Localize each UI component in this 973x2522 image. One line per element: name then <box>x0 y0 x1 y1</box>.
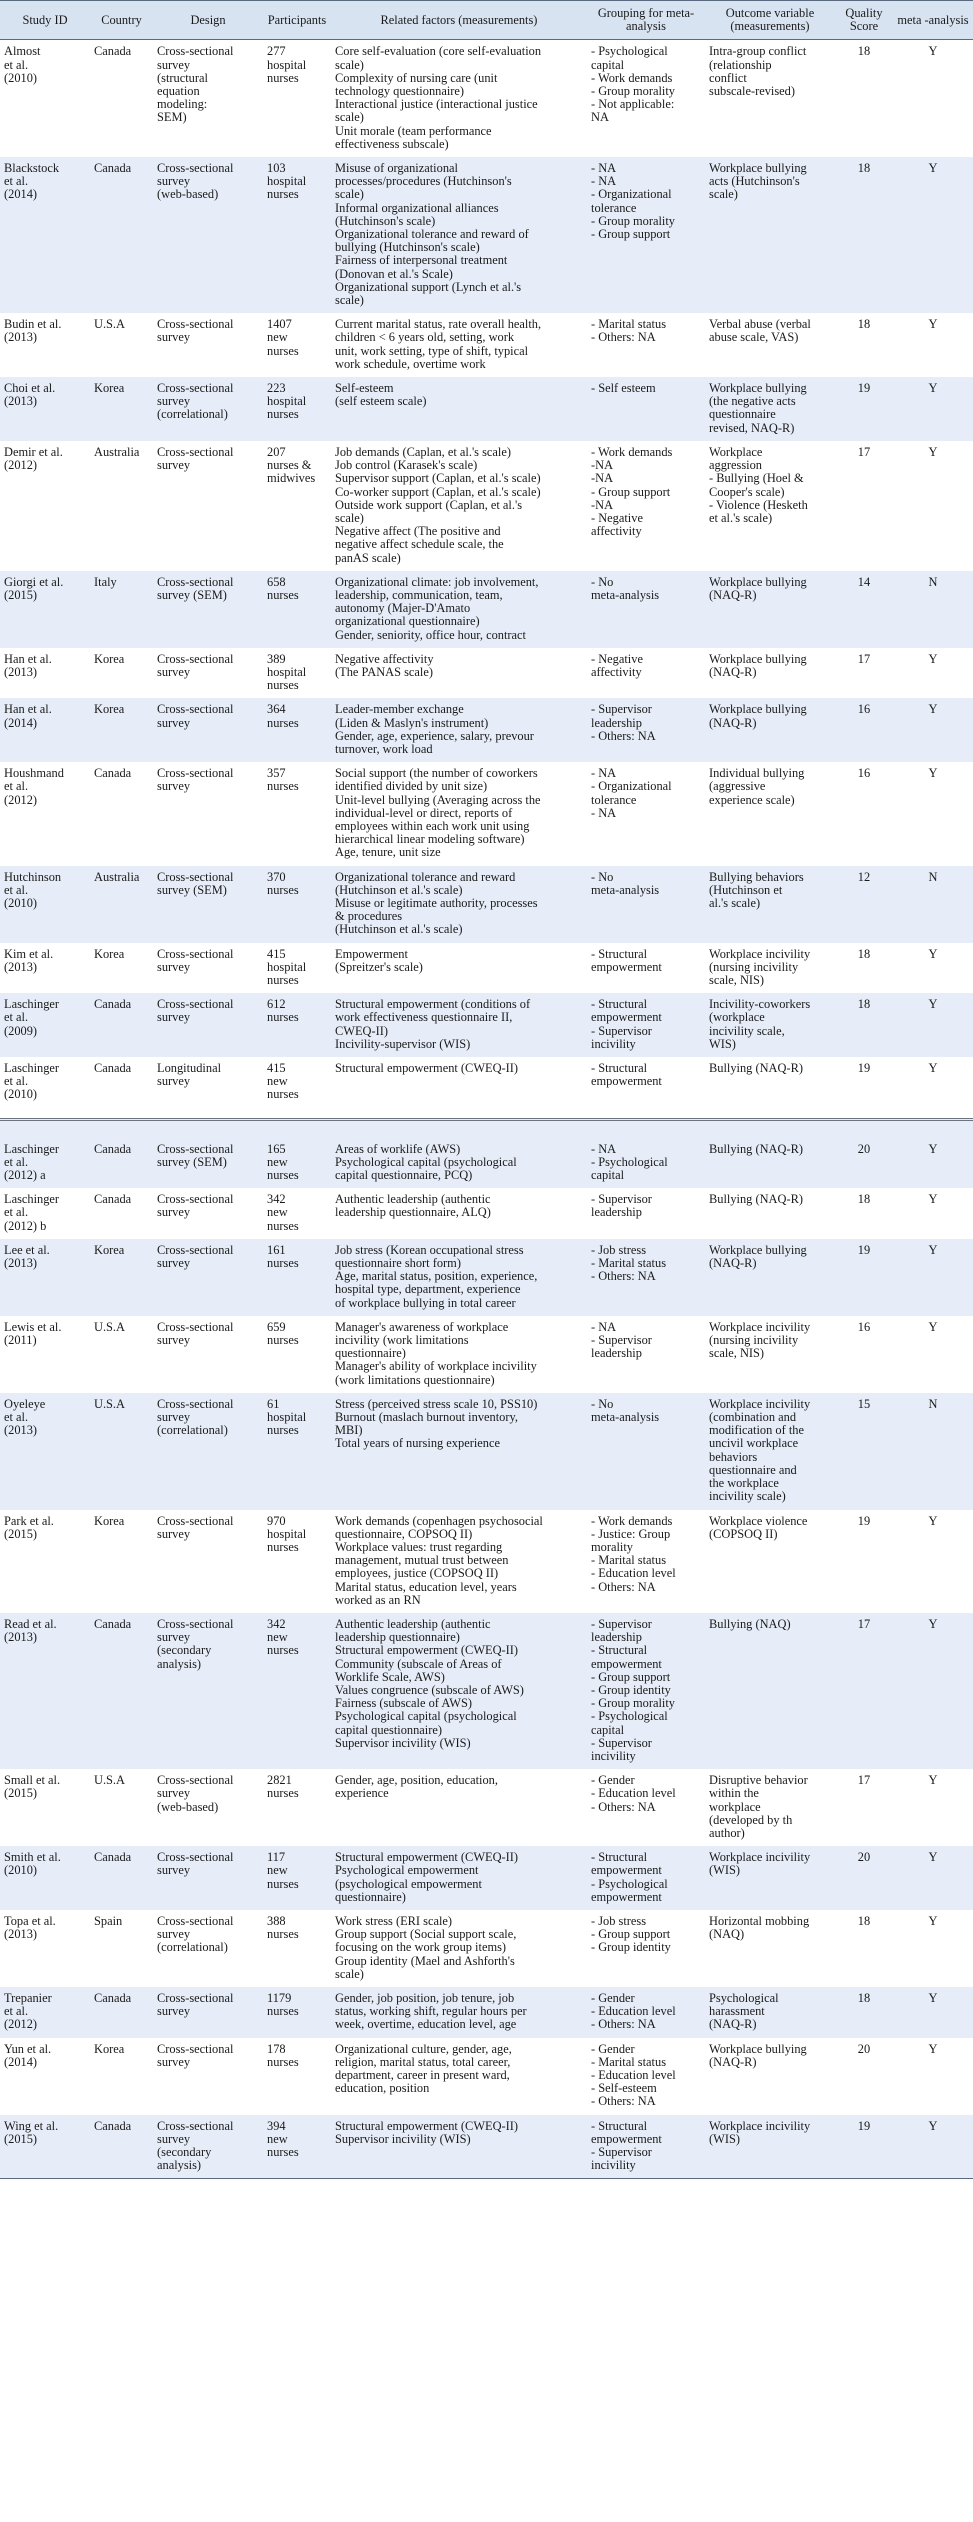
participants-cell: 1407 new nurses <box>267 317 299 358</box>
study-id-cell: Blackstock et al. (2014) <box>0 157 90 313</box>
participants-cell: 970 hospital nurses <box>267 1513 307 1554</box>
header-participants: Participants <box>263 1 331 40</box>
participants-cell: 342 new nurses <box>263 1613 331 1769</box>
study-id-cell: Houshmand et al. (2012) <box>4 766 64 807</box>
country-cell: U.S.A <box>94 1319 125 1334</box>
related-factors-cell: Job demands (Caplan, et al.'s scale) Job control (Karasek's scale) Supervisor support (Caplan, et al.'s scale) Co-worker support (Caplan, et al.'s scale) Outside work support (Caplan, et al.'s scale) Negative affect (The positive and negative affect schedule scale, the panAS scale) <box>335 444 541 565</box>
grouping-cell: - No meta-analysis <box>587 1393 705 1510</box>
study-id-cell: Giorgi et al. (2015) <box>0 571 90 648</box>
study-id-cell: Demir et al. (2012) <box>4 444 63 473</box>
outcome-cell: Verbal abuse (verbal abuse scale, VAS) <box>709 317 811 345</box>
meta-analysis-cell: Y <box>928 1192 938 1207</box>
design-cell: Cross-sectional survey (correlational) <box>157 1913 234 1955</box>
outcome-cell: Workplace bullying (NAQ-R) <box>709 2041 807 2069</box>
study-id-cell: Han et al. (2013) <box>4 651 52 679</box>
related-factors-cell: Organizational culture, gender, age, religion, marital status, total career, department, career in present ward, education, position <box>335 2041 512 2096</box>
participants-cell: 2821 nurses <box>267 1773 299 1801</box>
quality-score-cell: 18 <box>835 1987 893 2038</box>
participants-cell: 1179 nurses <box>263 1987 331 2038</box>
country-cell: Korea <box>94 651 125 666</box>
design-cell: Cross-sectional survey <box>153 698 263 762</box>
participants-cell: 165 new nurses <box>263 1119 331 1188</box>
quality-score-cell: 17 <box>857 444 871 459</box>
outcome-cell: Workplace bullying (NAQ-R) <box>705 571 835 648</box>
related-factors-cell: Authentic leadership (authentic leadership questionnaire) Structural empowerment (CWEQ-II) Community (subscale of Areas of Worklife Scale, AWS) Values congruence (subscale of AWS) Fairness (subscale of AWS) Psychological capital (psychological capital questionnaire) Supervisor incivility (WIS) <box>331 1613 587 1769</box>
country-cell: Korea <box>94 1513 125 1528</box>
quality-score-cell: 19 <box>857 1513 871 1528</box>
country-cell: Canada <box>90 1987 153 2038</box>
country-cell: Australia <box>94 444 140 459</box>
design-cell: Cross-sectional survey (secondary analysis) <box>153 1613 263 1769</box>
table-row <box>0 40 973 157</box>
table-row <box>0 1510 973 1613</box>
quality-score-cell: 18 <box>857 317 871 332</box>
meta-analysis-cell: Y <box>893 2115 973 2179</box>
meta-analysis-cell: Y <box>928 1319 938 1334</box>
participants-cell: 388 nurses <box>267 1913 299 1942</box>
grouping-cell: - Self esteem <box>587 377 705 441</box>
participants-cell: 659 nurses <box>267 1319 299 1348</box>
meta-analysis-cell: N <box>893 866 973 943</box>
design-cell: Cross-sectional survey <box>153 1239 263 1316</box>
table-row <box>0 2038 973 2115</box>
grouping-cell: - Supervisor leadership - Structural empowerment - Group support - Group identity - Group morality - Psychological capital - Supervisor incivility <box>587 1613 705 1769</box>
outcome-cell: Workplace incivility (WIS) <box>705 2115 835 2179</box>
quality-score-cell: 12 <box>835 866 893 943</box>
outcome-cell: Bullying behaviors (Hutchinson et al.'s scale) <box>705 866 835 943</box>
grouping-cell: - No meta-analysis <box>587 571 705 648</box>
related-factors-cell: Empowerment (Spreitzer's scale) <box>335 946 423 974</box>
outcome-cell: Workplace violence (COPSOQ II) <box>709 1513 808 1541</box>
grouping-cell: - Structural empowerment - Supervisor incivility <box>587 2115 705 2179</box>
header-study-id: Study ID <box>0 1 90 40</box>
quality-score-cell: 17 <box>857 1773 871 1788</box>
grouping-cell: - Work demands -NA -NA - Group support -NA - Negative affectivity <box>591 444 673 539</box>
grouping-cell: - Negative affectivity <box>591 651 643 679</box>
design-cell: Cross-sectional survey <box>157 1192 234 1220</box>
meta-analysis-cell: Y <box>928 1513 938 1528</box>
meta-analysis-cell: Y <box>928 651 938 666</box>
table-row <box>0 441 973 571</box>
meta-analysis-cell: N <box>893 1393 973 1510</box>
study-id-cell: Laschinger et al. (2010) <box>4 1061 60 1102</box>
outcome-cell: Psychological harassment (NAQ-R) <box>705 1987 835 2038</box>
participants-cell: 357 nurses <box>267 766 299 794</box>
grouping-cell: - NA - Organizational tolerance - NA <box>591 766 672 820</box>
related-factors-cell: Gender, age, position, education, experience <box>335 1773 498 1801</box>
participants-cell: 415 hospital nurses <box>267 946 307 987</box>
header-country: Country <box>90 1 153 40</box>
grouping-cell: - Structural empowerment <box>591 946 662 974</box>
header-meta-analysis: meta -analysis <box>893 1 973 40</box>
related-factors-cell: Structural empowerment (CWEQ-II) Psychological empowerment (psychological empowerment questionnaire) <box>331 1846 587 1910</box>
quality-score-cell: 17 <box>835 1613 893 1769</box>
grouping-cell: - Psychological capital - Work demands - Group morality - Not applicable: NA <box>591 44 675 125</box>
outcome-cell: Bullying (NAQ) <box>705 1613 835 1769</box>
outcome-cell: Incivility-coworkers (workplace incivility scale, WIS) <box>705 993 835 1057</box>
grouping-cell: - Job stress - Marital status - Others: NA <box>587 1239 705 1316</box>
country-cell: Korea <box>90 698 153 762</box>
table-row <box>0 943 973 994</box>
quality-score-cell: 18 <box>857 1913 871 1928</box>
design-cell: Cross-sectional survey (SEM) <box>153 1119 263 1188</box>
grouping-cell: - Job stress - Group support - Group identity <box>591 1913 671 1955</box>
design-cell: Cross-sectional survey (web-based) <box>153 157 263 313</box>
study-id-cell: Yun et al. (2014) <box>4 2041 52 2069</box>
related-factors-cell: Stress (perceived stress scale 10, PSS10) Burnout (maslach burnout inventory, MBI) Total years of nursing experience <box>331 1393 587 1510</box>
grouping-cell: - Structural empowerment - Supervisor incivility <box>587 993 705 1057</box>
meta-analysis-cell: Y <box>893 1846 973 1910</box>
participants-cell: 389 hospital nurses <box>267 651 307 693</box>
participants-cell: 612 nurses <box>263 993 331 1057</box>
related-factors-cell: Authentic leadership (authentic leadership questionnaire, ALQ) <box>335 1192 491 1220</box>
grouping-cell: - Structural empowerment - Psychological empowerment <box>587 1846 705 1910</box>
related-factors-cell: Organizational tolerance and reward (Hutchinson et al.'s scale) Misuse or legitimate authority, processes & procedures (Hutchinson et al.'s scale) <box>331 866 587 943</box>
meta-analysis-cell: Y <box>928 444 938 459</box>
study-id-cell: Small et al. (2015) <box>4 1773 61 1801</box>
design-cell: Cross-sectional survey <box>153 1987 263 2038</box>
page-break-line <box>0 1108 973 1120</box>
study-id-cell: Kim et al. (2013) <box>4 946 54 974</box>
design-cell: Cross-sectional survey <box>157 2041 234 2069</box>
header-related-factors: Related factors (measurements) <box>331 1 587 40</box>
outcome-cell: Workplace incivility (nursing incivility scale, NIS) <box>709 946 811 987</box>
table-row <box>0 648 973 699</box>
study-id-cell: Lee et al. (2013) <box>0 1239 90 1316</box>
participants-cell: 658 nurses <box>263 571 331 648</box>
page-break-divider <box>0 1108 973 1120</box>
table-row <box>0 1613 973 1769</box>
country-cell: Canada <box>94 44 132 59</box>
design-cell: Cross-sectional survey <box>157 946 234 974</box>
participants-cell: 103 hospital nurses <box>263 157 331 313</box>
related-factors-cell: Work stress (ERI scale) Group support (Social support scale, focusing on the work group items) Group identity (Mael and Ashforth's scale) <box>335 1913 517 1981</box>
table-row <box>0 2115 973 2179</box>
table-row <box>0 762 973 865</box>
quality-score-cell: 20 <box>835 1846 893 1910</box>
related-factors-cell: Negative affectivity (The PANAS scale) <box>335 651 434 679</box>
quality-score-cell: 15 <box>835 1393 893 1510</box>
table-row <box>0 866 973 943</box>
quality-score-cell: 20 <box>835 1119 893 1188</box>
country-cell: U.S.A <box>90 1393 153 1510</box>
participants-cell: 394 new nurses <box>263 2115 331 2179</box>
grouping-cell: - Structural empowerment <box>591 1061 662 1089</box>
outcome-cell: Workplace bullying (NAQ-R) <box>705 1239 835 1316</box>
meta-analysis-cell: Y <box>928 946 938 961</box>
design-cell: Cross-sectional survey <box>157 651 234 679</box>
country-cell: U.S.A <box>94 317 125 332</box>
related-factors-cell: Self-esteem (self esteem scale) <box>331 377 587 441</box>
outcome-cell: Individual bullying (aggressive experience scale) <box>709 766 805 807</box>
participants-cell: 370 nurses <box>263 866 331 943</box>
table-row <box>0 1987 973 2038</box>
country-cell: Spain <box>94 1913 123 1928</box>
study-id-cell: Park et al. (2015) <box>4 1513 54 1541</box>
outcome-cell: Workplace bullying (NAQ-R) <box>705 698 835 762</box>
meta-analysis-cell: Y <box>893 1613 973 1769</box>
related-factors-cell: Gender, job position, job tenure, job status, working shift, regular hours per week, overtime, education level, age <box>331 1987 587 2038</box>
grouping-cell: - No meta-analysis <box>587 866 705 943</box>
quality-score-cell: 16 <box>857 766 871 781</box>
related-factors-cell: Areas of worklife (AWS) Psychological capital (psychological capital questionnaire, PCQ) <box>331 1119 587 1188</box>
outcome-cell: Bullying (NAQ-R) <box>705 1119 835 1188</box>
related-factors-cell: Core self-evaluation (core self-evaluation scale) Complexity of nursing care (unit technology questionnaire) Interactional justice (interactional justice scale) Unit morale (team performance effectiveness subscale) <box>335 44 542 151</box>
participants-cell: 207 nurses & midwives <box>267 444 316 486</box>
participants-cell: 161 nurses <box>263 1239 331 1316</box>
header-outcome-variable: Outcome variable (measurements) <box>705 1 835 40</box>
quality-score-cell: 18 <box>835 993 893 1057</box>
country-cell: Canada <box>90 1119 153 1188</box>
meta-analysis-cell: Y <box>928 2041 938 2056</box>
table-row <box>0 313 973 377</box>
design-cell: Cross-sectional survey (SEM) <box>153 866 263 943</box>
quality-score-cell: 20 <box>857 2041 871 2056</box>
outcome-cell: Horizontal mobbing (NAQ) <box>709 1913 810 1942</box>
study-id-cell: Lewis et al. (2011) <box>4 1319 62 1348</box>
country-cell: Korea <box>90 377 153 441</box>
meta-analysis-cell: Y <box>893 1987 973 2038</box>
grouping-cell: - NA - NA - Organizational tolerance - Group morality - Group support <box>587 157 705 313</box>
country-cell: Canada <box>94 766 132 781</box>
meta-analysis-cell: Y <box>928 44 938 59</box>
grouping-cell: - Marital status - Others: NA <box>591 317 667 345</box>
study-id-cell: Choi et al. (2013) <box>0 377 90 441</box>
study-id-cell: Topa et al. (2013) <box>4 1913 56 1942</box>
outcome-cell: Workplace bullying (NAQ-R) <box>709 651 807 679</box>
design-cell: Cross-sectional survey (secondary analysis) <box>153 2115 263 2179</box>
related-factors-cell: Misuse of organizational processes/procedures (Hutchinson's scale) Informal organizational alliances (Hutchinson's scale) Organizational tolerance and reward of bullying (Hutchinson's scale) Fairness of interpersonal treatment (Donovan et al.'s Scale) Organizational support (Lynch et al.'s scale) <box>331 157 587 313</box>
header-quality-score: Quality Score <box>835 1 893 40</box>
related-factors-cell: Work demands (copenhagen psychosocial questionnaire, COPSOQ II) Workplace values: trust regarding management, mutual trust between employees, justice (COPSOQ II) Marital status, education level, years worked as an RN <box>335 1513 543 1607</box>
quality-score-cell: 16 <box>835 698 893 762</box>
study-id-cell: Laschinger et al. (2012) b <box>4 1192 60 1233</box>
outcome-cell: Workplace bullying (the negative acts questionnaire revised, NAQ-R) <box>705 377 835 441</box>
quality-score-cell: 19 <box>857 1061 871 1076</box>
design-cell: Cross-sectional survey <box>157 766 234 794</box>
design-cell: Cross-sectional survey <box>153 993 263 1057</box>
table-row <box>0 1188 973 1239</box>
related-factors-cell: Structural empowerment (CWEQ-II) <box>335 1061 519 1076</box>
country-cell: Korea <box>94 2041 125 2056</box>
design-cell: Cross-sectional survey (correlational) <box>153 377 263 441</box>
meta-analysis-cell: Y <box>893 698 973 762</box>
table-row <box>0 1057 973 1108</box>
table-row <box>0 1393 973 1510</box>
table-row <box>0 1119 973 1188</box>
header-design: Design <box>153 1 263 40</box>
related-factors-cell: Structural empowerment (CWEQ-II) Supervisor incivility (WIS) <box>331 2115 587 2179</box>
design-cell: Cross-sectional survey <box>153 1846 263 1910</box>
related-factors-cell: Social support (the number of coworkers identified divided by unit size) Unit-level bullying (Averaging across the individual-level or direct, reports of employees within each work unit using hierarchical linear modeling software) Age, tenure, unit size <box>335 766 541 860</box>
meta-analysis-cell: Y <box>893 993 973 1057</box>
grouping-cell: - Work demands - Justice: Group morality - Marital status - Education level - Others: NA <box>591 1513 676 1594</box>
design-cell: Longitudinal survey <box>157 1061 222 1089</box>
outcome-cell: Workplace incivility (combination and modification of the uncivil workplace behaviors questionnaire and the workplace incivility scale) <box>705 1393 835 1510</box>
study-id-cell: Budin et al. (2013) <box>4 317 62 345</box>
study-id-cell: Read et al. (2013) <box>0 1613 90 1769</box>
table-row <box>0 1846 973 1910</box>
country-cell: Canada <box>94 1061 132 1076</box>
meta-analysis-cell: Y <box>928 766 938 781</box>
related-factors-cell: Job stress (Korean occupational stress questionnaire short form) Age, marital status, position, experience, hospital type, department, experience of workplace bullying in total career <box>331 1239 587 1316</box>
participants-cell: 415 new nurses <box>267 1061 299 1102</box>
meta-analysis-cell: Y <box>928 1913 938 1928</box>
study-id-cell: Laschinger et al. (2012) a <box>0 1119 90 1188</box>
related-factors-cell: Current marital status, rate overall health, children < 6 years old, setting, work unit, work setting, type of shift, typical work schedule, overtime work <box>335 317 542 371</box>
table-row <box>0 571 973 648</box>
quality-score-cell: 18 <box>835 157 893 313</box>
participants-cell: 277 hospital nurses <box>267 44 307 85</box>
study-id-cell: Hutchinson et al. (2010) <box>0 866 90 943</box>
study-id-cell: Almost et al. (2010) <box>4 44 41 85</box>
country-cell: Canada <box>90 993 153 1057</box>
outcome-cell: Bullying (NAQ-R) <box>709 1192 803 1207</box>
participants-cell: 117 new nurses <box>263 1846 331 1910</box>
study-id-cell: Han et al. (2014) <box>0 698 90 762</box>
country-cell: Italy <box>90 571 153 648</box>
quality-score-cell: 18 <box>857 44 871 59</box>
outcome-cell: Workplace aggression - Bullying (Hoel & Cooper's scale) - Violence (Hesketh et al.'s scale) <box>709 444 808 525</box>
design-cell: Cross-sectional survey (structural equation modeling: SEM) <box>157 44 234 125</box>
design-cell: Cross-sectional survey (web-based) <box>157 1773 234 1814</box>
quality-score-cell: 18 <box>857 946 871 961</box>
meta-analysis-cell: Y <box>893 1239 973 1316</box>
grouping-cell: - Supervisor leadership - Others: NA <box>587 698 705 762</box>
meta-analysis-cell: Y <box>928 1061 938 1076</box>
quality-score-cell: 18 <box>857 1192 871 1207</box>
design-cell: Cross-sectional survey <box>157 1319 234 1348</box>
meta-analysis-cell: Y <box>893 1119 973 1188</box>
table-row <box>0 377 973 441</box>
meta-analysis-cell: Y <box>928 1773 938 1788</box>
related-factors-cell: Organizational climate: job involvement, leadership, communication, team, autonomy (Majer-D'Amato organizational questionnaire) Gender, seniority, office hour, contract <box>331 571 587 648</box>
meta-analysis-cell: Y <box>893 157 973 313</box>
outcome-cell: Workplace incivility (nursing incivility scale, NIS) <box>709 1319 811 1361</box>
quality-score-cell: 17 <box>857 651 871 666</box>
header-grouping: Grouping for meta-analysis <box>587 1 705 40</box>
country-cell: Canada <box>90 1846 153 1910</box>
grouping-cell: - Gender - Education level - Others: NA <box>587 1987 705 2038</box>
country-cell: Korea <box>94 946 125 961</box>
study-id-cell: Oyeleye et al. (2013) <box>0 1393 90 1510</box>
table-row <box>0 1910 973 1987</box>
grouping-cell: - Gender - Education level - Others: NA <box>591 1773 676 1814</box>
outcome-cell: Workplace bullying acts (Hutchinson's scale) <box>705 157 835 313</box>
country-cell: Australia <box>90 866 153 943</box>
design-cell: Cross-sectional survey <box>157 1513 234 1541</box>
related-factors-cell: Manager's awareness of workplace incivility (work limitations questionnaire) Manager's ability of workplace incivility (work limitations questionnaire) <box>335 1319 537 1387</box>
table-row <box>0 157 973 313</box>
quality-score-cell: 14 <box>835 571 893 648</box>
grouping-cell: - NA - Psychological capital <box>587 1119 705 1188</box>
quality-score-cell: 16 <box>857 1319 871 1334</box>
country-cell: U.S.A <box>94 1773 125 1788</box>
design-cell: Cross-sectional survey (SEM) <box>153 571 263 648</box>
design-cell: Cross-sectional survey (correlational) <box>153 1393 263 1510</box>
outcome-cell: Workplace incivility (WIS) <box>705 1846 835 1910</box>
table-body <box>0 40 973 2179</box>
table-row <box>0 698 973 762</box>
quality-score-cell: 19 <box>835 1239 893 1316</box>
quality-score-cell: 19 <box>835 377 893 441</box>
study-id-cell: Wing et al. (2015) <box>0 2115 90 2179</box>
country-cell: Canada <box>90 2115 153 2179</box>
table-header-row <box>0 1 973 40</box>
table-row <box>0 1239 973 1316</box>
grouping-cell: - NA - Supervisor leadership <box>591 1319 652 1361</box>
participants-cell: 178 nurses <box>267 2041 299 2069</box>
table-row <box>0 993 973 1057</box>
country-cell: Canada <box>94 1192 132 1207</box>
related-factors-cell: Leader-member exchange (Liden & Maslyn's instrument) Gender, age, experience, salary, prevour turnover, work load <box>331 698 587 762</box>
outcome-cell: Bullying (NAQ-R) <box>709 1061 803 1076</box>
study-id-cell: Smith et al. (2010) <box>0 1846 90 1910</box>
participants-cell: 364 nurses <box>263 698 331 762</box>
meta-analysis-cell: Y <box>928 317 938 332</box>
grouping-cell: - Gender - Marital status - Education level - Self-esteem - Others: NA <box>591 2041 676 2109</box>
grouping-cell: - Supervisor leadership <box>591 1192 652 1220</box>
participants-cell: 342 new nurses <box>267 1192 299 1233</box>
outcome-cell: Intra-group conflict (relationship conflict subscale-revised) <box>709 44 807 99</box>
quality-score-cell: 19 <box>835 2115 893 2179</box>
table-row <box>0 1769 973 1846</box>
country-cell: Canada <box>90 157 153 313</box>
participants-cell: 223 hospital nurses <box>263 377 331 441</box>
study-id-cell: Trepanier et al. (2012) <box>0 1987 90 2038</box>
meta-analysis-cell: N <box>893 571 973 648</box>
participants-cell: 61 hospital nurses <box>263 1393 331 1510</box>
outcome-cell: Disruptive behavior within the workplace (developed by th author) <box>709 1773 808 1840</box>
country-cell: Korea <box>90 1239 153 1316</box>
country-cell: Canada <box>90 1613 153 1769</box>
study-id-cell: Laschinger et al. (2009) <box>0 993 90 1057</box>
design-cell: Cross-sectional survey <box>157 444 234 473</box>
table-row <box>0 1316 973 1393</box>
meta-analysis-cell: Y <box>893 377 973 441</box>
related-factors-cell: Structural empowerment (conditions of work effectiveness questionnaire II, CWEQ-II) Incivility-supervisor (WIS) <box>331 993 587 1057</box>
design-cell: Cross-sectional survey <box>157 317 234 345</box>
